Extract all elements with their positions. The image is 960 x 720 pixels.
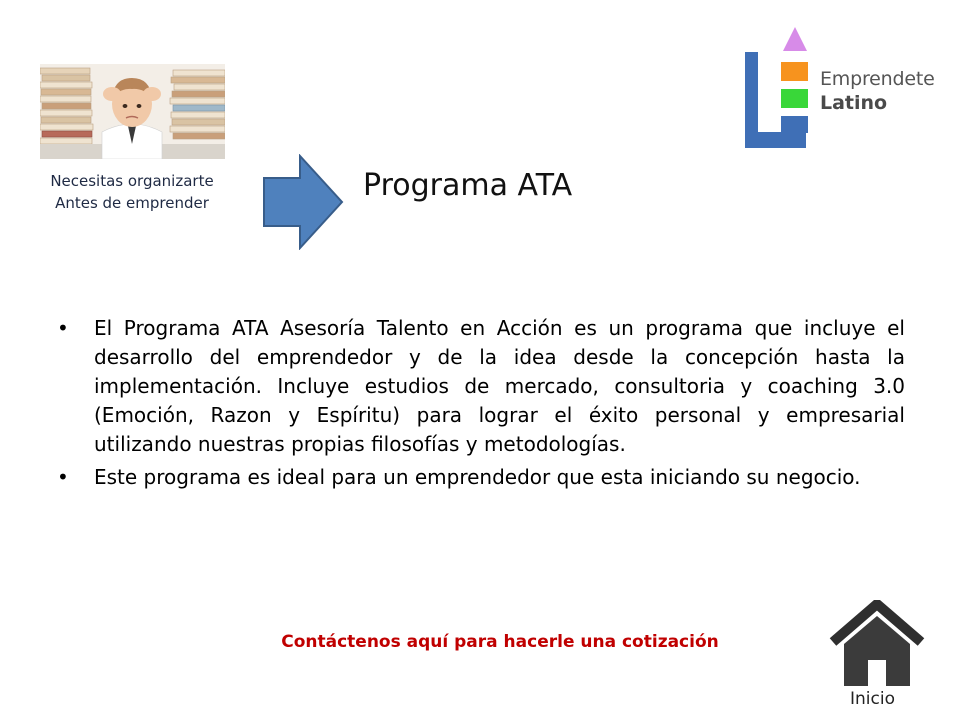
home-label[interactable]: Inicio: [850, 689, 895, 709]
page-title: Programa ATA: [363, 168, 573, 203]
book-stack-left: [40, 68, 93, 144]
bullet-dot-icon: •: [57, 316, 69, 340]
photo-caption: [22, 170, 242, 214]
home-icon: [833, 604, 921, 686]
child-with-books-photo: [40, 64, 225, 159]
right-arrow-icon: [262, 154, 344, 254]
home-button[interactable]: [829, 600, 925, 694]
logo-text-latino: Latino: [820, 92, 888, 114]
bullet-item: [55, 314, 905, 459]
emprendete-latino-logo: [744, 24, 944, 150]
bullet-text: Este programa es ideal para un emprendedor que esta iniciando su negocio.: [94, 465, 861, 489]
bullet-dot-icon: •: [57, 465, 69, 489]
bullet-text: El Programa ATA Asesoría Talento en Acción es un programa que incluye el desarrollo del emprendedor y de la idea desde la concepción hasta la implementación. Incluye estudios de mercado, consultoria y coaching 3.0 (Emoción, Razon y Espíritu) para lograr el éxito personal y empresarial utilizando nuestras propias filosofías y metodologías.: [94, 316, 905, 456]
bullet-list: [55, 314, 905, 496]
bullet-item: [55, 463, 905, 492]
logo-text-emprendete: Emprendete: [820, 68, 935, 90]
caption-line-1: Necesitas organizarte: [50, 172, 214, 190]
contact-quote-link[interactable]: Contáctenos aquí para hacerle una cotización: [281, 632, 719, 652]
caption-line-2: Antes de emprender: [55, 194, 209, 212]
